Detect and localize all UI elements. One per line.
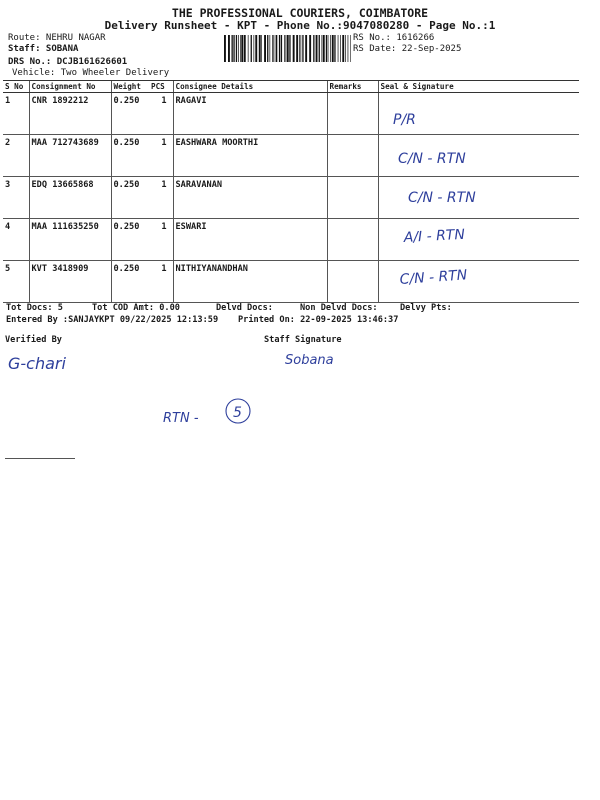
table-header-row <box>3 81 579 93</box>
seal-handwriting-5: C/N - RTN <box>399 267 468 288</box>
entered-by: Entered By :SANJAYKPT 09/22/2025 12:13:59 <box>6 315 219 325</box>
row-consignee: SARAVANAN <box>173 177 327 219</box>
row-seal <box>378 177 579 219</box>
seal-handwriting-1: P/R <box>393 112 416 128</box>
rtn-count: 5 <box>233 405 242 421</box>
row-seal <box>378 135 579 177</box>
verified-by-label: Verified By <box>5 335 62 345</box>
row-consignee: EASHWARA MOORTHI <box>173 135 327 177</box>
table-row <box>3 135 579 177</box>
row-remarks <box>327 93 378 135</box>
runsheet-title: Delivery Runsheet - KPT - Phone No.:9047080280 - Page No.:1 <box>104 19 496 32</box>
staff-signature-label: Staff Signature <box>264 335 342 345</box>
row-consignment: KVT 3418909 <box>29 261 111 303</box>
row-consignee: NITHIYANANDHAN <box>173 261 327 303</box>
col-consignment: Consignment No <box>29 81 111 93</box>
row-consignment: MAA 712743689 <box>29 135 111 177</box>
row-sno: 5 <box>3 261 29 303</box>
row-sno: 3 <box>3 177 29 219</box>
col-remarks: Remarks <box>327 81 378 93</box>
row-weight: 0.250 <box>111 93 149 135</box>
row-pcs: 1 <box>149 135 173 177</box>
table-row <box>3 219 579 261</box>
vehicle-label: Vehicle: Two Wheeler Delivery <box>12 68 170 78</box>
company-title: THE PROFESSIONAL COURIERS, COIMBATORE <box>171 6 429 20</box>
drs-number: DRS No.: DCJB161626601 <box>8 57 128 67</box>
consignment-table <box>3 80 579 303</box>
rtn-note: RTN - <box>163 411 199 426</box>
row-pcs: 1 <box>149 219 173 261</box>
table-row <box>3 177 579 219</box>
row-consignment: CNR 1892212 <box>29 93 111 135</box>
seal-handwriting-2: C/N - RTN <box>398 151 466 167</box>
signature-underline <box>5 458 75 459</box>
row-seal <box>378 261 579 303</box>
row-weight: 0.250 <box>111 135 149 177</box>
staff-label: Staff: SOBANA <box>8 44 79 54</box>
tot-docs: Tot Docs: 5 <box>6 303 63 313</box>
row-seal <box>378 219 579 261</box>
barcode-image <box>224 35 351 62</box>
col-consignee: Consignee Details <box>173 81 327 93</box>
row-sno: 4 <box>3 219 29 261</box>
row-consignee: RAGAVI <box>173 93 327 135</box>
row-pcs: 1 <box>149 177 173 219</box>
delivery-points: Delvy Pts: <box>400 303 452 313</box>
rs-number: RS No.: 1616266 <box>353 33 435 43</box>
table-row <box>3 261 579 303</box>
row-seal <box>378 93 579 135</box>
row-consignee: ESWARI <box>173 219 327 261</box>
printed-on: Printed On: 22-09-2025 13:46:37 <box>238 315 399 325</box>
rtn-count-circle <box>226 399 250 423</box>
delivered-docs: Delvd Docs: <box>216 303 273 313</box>
col-seal: Seal & Signature <box>378 81 579 93</box>
row-remarks <box>327 219 378 261</box>
row-pcs: 1 <box>149 93 173 135</box>
col-weight: Weight <box>111 81 149 93</box>
row-weight: 0.250 <box>111 177 149 219</box>
row-weight: 0.250 <box>111 261 149 303</box>
rs-date: RS Date: 22-Sep-2025 <box>353 44 462 54</box>
row-remarks <box>327 261 378 303</box>
verified-by-signature: G-chari <box>8 354 66 373</box>
row-weight: 0.250 <box>111 219 149 261</box>
seal-handwriting-3: C/N - RTN <box>408 190 476 206</box>
staff-signature: Sobana <box>285 353 334 368</box>
non-delivered-docs: Non Delvd Docs: <box>300 303 378 313</box>
col-pcs: PCS <box>149 81 173 93</box>
row-remarks <box>327 177 378 219</box>
col-sno: S No <box>3 81 29 93</box>
table-row <box>3 93 579 135</box>
seal-handwriting-4: A/I - RTN <box>403 226 466 246</box>
row-consignment: EDQ 13665868 <box>29 177 111 219</box>
row-consignment: MAA 111635250 <box>29 219 111 261</box>
row-sno: 2 <box>3 135 29 177</box>
row-remarks <box>327 135 378 177</box>
row-sno: 1 <box>3 93 29 135</box>
row-pcs: 1 <box>149 261 173 303</box>
route-label: Route: NEHRU NAGAR <box>8 33 106 43</box>
tot-cod-amount: Tot COD Amt: 0.00 <box>92 303 180 313</box>
